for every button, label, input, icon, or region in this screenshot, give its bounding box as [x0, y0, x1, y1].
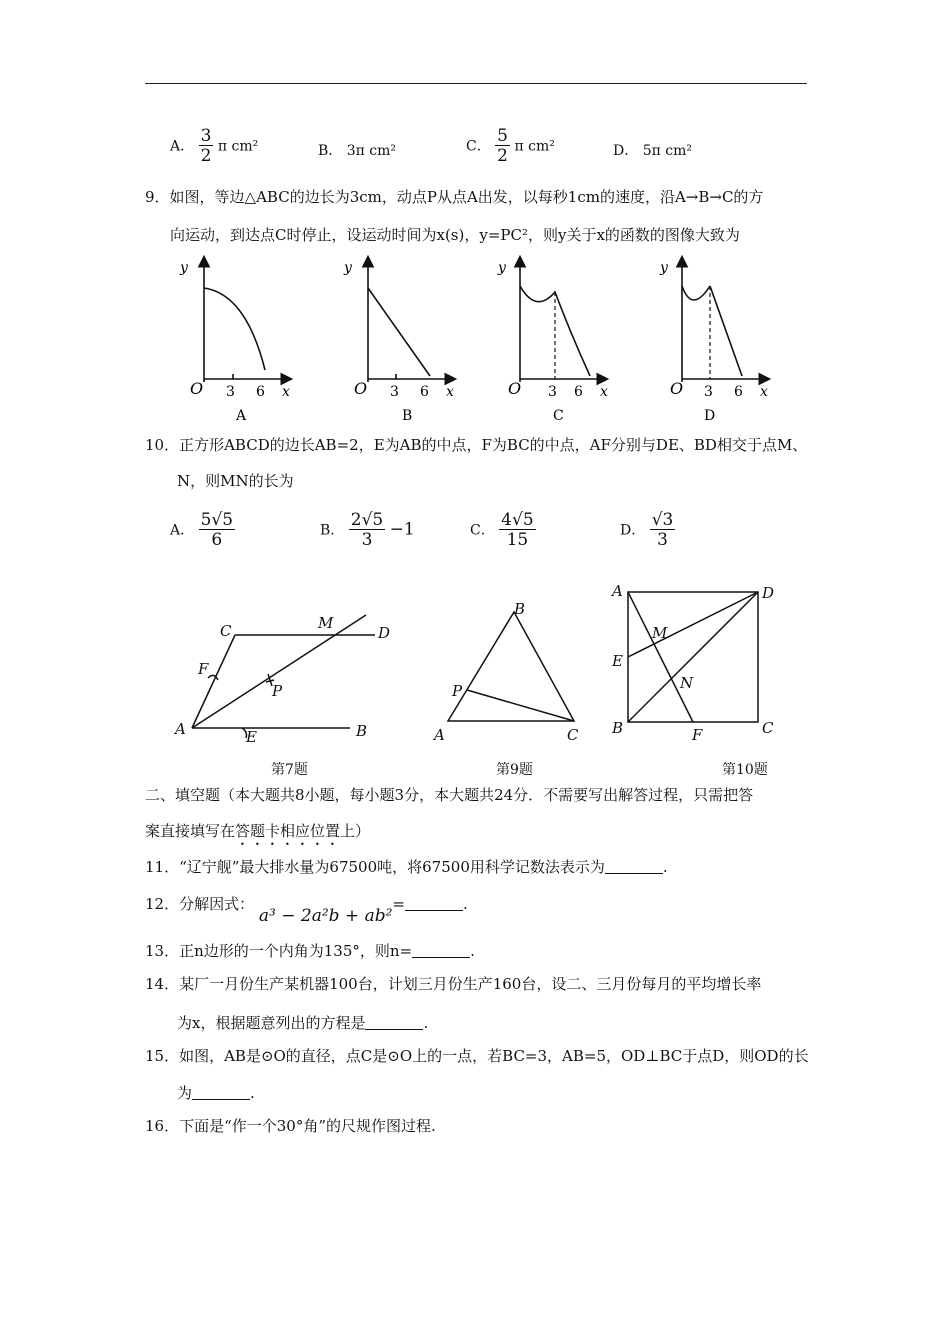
fraction [199, 512, 235, 549]
option-label: B． [318, 143, 343, 159]
q8-option-b [318, 140, 396, 160]
fig9-label-p: P [452, 682, 463, 700]
q14-end: . [423, 1014, 429, 1032]
graph-a-tick-3: 3 [226, 384, 235, 400]
q12-equals: = [392, 895, 405, 913]
graph-c-ylabel: y [498, 260, 506, 276]
graph-d-tick-6: 6 [734, 384, 743, 400]
answer-blank[interactable] [412, 943, 470, 958]
section2-line-1: 二、填空题（本大题共8小题，每小题3分，本大题共24分．不需要写出解答过程，只需把答 [145, 786, 754, 804]
option-label: D． [613, 143, 639, 159]
q11 [145, 856, 668, 877]
graph-b [368, 258, 454, 382]
q12-end: . [463, 895, 468, 913]
figure-10 [628, 592, 758, 722]
fig7-label-c: C [220, 622, 232, 640]
fraction [349, 512, 385, 549]
graph-a-ylabel: y [180, 260, 188, 276]
option-label: D． [620, 522, 646, 539]
q10-line-2: N，则MN的长为 [177, 472, 294, 490]
q14-line-1: 14．某厂一月份生产某机器100台，计划三月份生产160台，设二、三月份每月的平均增长率 [145, 975, 762, 993]
graph-d-xlabel: x [760, 384, 768, 400]
option-tail: −1 [389, 519, 415, 540]
denominator: 2 [200, 146, 212, 166]
option-label: C． [466, 138, 491, 155]
q14-line-2 [177, 1012, 428, 1033]
header-rule [145, 83, 807, 84]
q15-line-2 [177, 1082, 255, 1103]
q10-line-1: 10．正方形ABCD的边长AB=2，E为AB的中点，F为BC的中点，AF分别与DE、BD相交于点M、 [145, 436, 808, 454]
option-label: C． [470, 522, 495, 539]
fig9-caption: 第9题 [496, 762, 533, 778]
q15-line-1: 15．如图，AB是⊙O的直径，点C是⊙O上的一点，若BC=3，AB=5，OD⊥BC于点D，则OD的长 [145, 1047, 809, 1065]
q11-end: . [662, 858, 668, 876]
q12 [145, 893, 468, 926]
section2-text: 案直接填写在 [145, 822, 236, 840]
fig9-label-a: A [434, 726, 445, 744]
graph-c-tick-3: 3 [548, 384, 557, 400]
q8-option-a [170, 128, 258, 165]
fraction [650, 512, 676, 549]
answer-blank[interactable] [365, 1015, 423, 1030]
option-label: A． [170, 522, 195, 539]
graph-a [204, 258, 290, 382]
q16: 16．下面是“作一个30°角”的尺规作图过程. [145, 1117, 436, 1135]
numerator: √3 [651, 510, 674, 530]
q15-text: 为 [177, 1084, 193, 1102]
fig10-label-m: M [652, 624, 668, 642]
option-unit: π cm² [514, 138, 555, 155]
q9-graphs [150, 252, 810, 432]
fraction [495, 128, 510, 165]
fig9-label-b: B [514, 600, 526, 618]
geometry-figures [170, 578, 800, 783]
q12-text: 12．分解因式： [145, 895, 255, 913]
graph-a-xlabel: x [282, 384, 290, 400]
numerator: 5 [497, 126, 508, 146]
option-label: A． [170, 138, 195, 155]
graph-d-tick-3: 3 [704, 384, 713, 400]
option-label: B． [320, 522, 345, 539]
numerator: 3 [200, 126, 212, 146]
fraction [499, 512, 535, 549]
section2-line-2 [145, 820, 370, 849]
fig10-label-e: E [612, 652, 623, 670]
graph-d [682, 258, 768, 382]
q15-end: . [250, 1084, 255, 1102]
graph-a-caption: A [236, 408, 247, 424]
graph-d-ylabel: y [660, 260, 668, 276]
q10-option-b [320, 512, 415, 549]
numerator: 5√5 [200, 510, 234, 530]
fig7-label-e: E [246, 728, 257, 746]
fig10-caption: 第10题 [722, 762, 768, 778]
fig7-label-d: D [378, 624, 391, 642]
fig7-label-a: A [175, 720, 186, 738]
graph-b-tick-6: 6 [420, 384, 429, 400]
figure-9 [448, 612, 574, 721]
graph-b-caption: B [402, 408, 413, 424]
q11-text: 11．“辽宁舰”最大排水量为67500吨，将67500用科学记数法表示为 [145, 858, 605, 876]
fig10-label-d: D [762, 584, 775, 602]
fig7-label-f: F [198, 660, 209, 678]
graph-a-origin: O [190, 379, 204, 398]
graph-c [520, 258, 606, 382]
graph-c-caption: C [553, 408, 564, 424]
graph-b-origin: O [354, 379, 368, 398]
q13-text: 13．正n边形的一个内角为135°，则n= [145, 942, 413, 960]
q13 [145, 940, 475, 961]
denominator: 3 [361, 530, 373, 550]
numerator: 4√5 [501, 510, 534, 530]
graph-d-origin: O [670, 379, 684, 398]
graph-a-tick-6: 6 [256, 384, 265, 400]
q10-option-a [170, 512, 235, 549]
fig9-label-c: C [567, 726, 579, 744]
numerator: 2√5 [350, 510, 384, 530]
fig7-label-b: B [356, 722, 368, 740]
denominator: 2 [497, 146, 508, 166]
fig10-label-n: N [680, 674, 694, 692]
section2-text-end: 上） [340, 822, 371, 840]
q10-option-d [620, 512, 675, 549]
answer-blank[interactable] [405, 896, 463, 911]
fig7-caption: 第7题 [271, 762, 308, 778]
q13-end: . [470, 942, 475, 960]
fig10-label-b: B [612, 719, 624, 737]
q8-option-d [613, 140, 692, 160]
fig7-label-p: P [272, 682, 283, 700]
option-unit: π cm² [217, 138, 259, 155]
q8-option-c [466, 128, 555, 165]
graph-c-xlabel: x [600, 384, 608, 400]
q9-line-2: 向运动，到达点C时停止，设运动时间为x(s)，y=PC²，则y关于x的函数的图像大致为 [170, 226, 740, 244]
graph-b-tick-3: 3 [390, 384, 399, 400]
denominator: 3 [657, 530, 668, 550]
fig10-label-c: C [762, 719, 774, 737]
answer-blank[interactable] [605, 859, 663, 874]
fig7-label-m: M [318, 614, 334, 632]
option-value: 5π cm² [642, 143, 692, 159]
graph-b-xlabel: x [446, 384, 454, 400]
q14-text: 为x，根据题意列出的方程是 [177, 1014, 366, 1032]
q12-expression: a³ − 2a²b + ab² [258, 906, 393, 926]
fraction [199, 128, 214, 165]
denominator: 15 [506, 530, 529, 550]
fig10-label-f: F [692, 726, 703, 744]
graph-c-tick-6: 6 [574, 384, 583, 400]
graph-b-ylabel: y [344, 260, 352, 276]
option-value: 3π cm² [346, 143, 397, 159]
graph-c-origin: O [508, 379, 522, 398]
q10-option-c [470, 512, 536, 549]
graph-d-caption: D [704, 408, 716, 424]
section2-emphasis: 答题卡相应位置 [235, 822, 341, 840]
fig10-label-a: A [612, 582, 623, 600]
denominator: 6 [211, 530, 223, 550]
answer-blank[interactable] [192, 1085, 250, 1100]
q9-line-1: 9．如图，等边△ABC的边长为3cm，动点P从点A出发，以每秒1cm的速度，沿A→B→C的方 [145, 188, 764, 206]
